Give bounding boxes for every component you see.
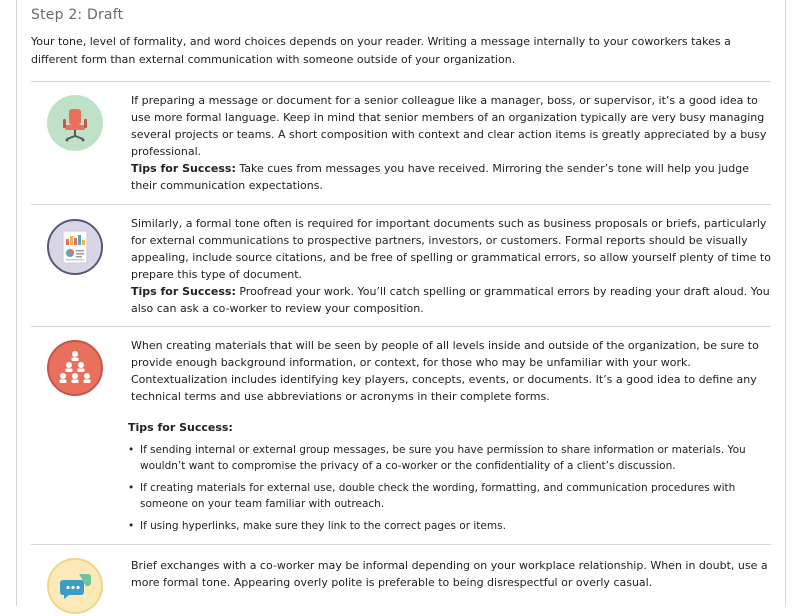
section-all-levels [31,327,771,544]
tips-paragraph [131,283,771,317]
content-frame-left-border [16,0,17,606]
section-senior-colleague [31,82,771,204]
tips-text: Proofread your work. You’ll catch spelling or grammatical errors by reading your draft aloud. You also can ask a co-worker to review your composition. [131,285,770,315]
section-body: If preparing a message or document for a senior colleague like a manager, boss, or supervisor, it’s a good idea to use more formal language. Keep in mind that senior members of an organization typically are very busy managing several projects or teams. A short composition with context and clear action items is greatly appreciated by a busy professional. [131,94,767,158]
tips-paragraph [131,160,771,194]
tips-bullet-list [128,442,773,534]
section-brief-exchanges [31,545,771,606]
report-document-icon [47,219,103,275]
step-title: Step 2: Draft [31,7,124,23]
list-item: • If creating materials for external use, double check the wording, formatting, and communication procedures with someone on your team familiar with outreach. [128,480,773,512]
content-frame-right-border [785,0,786,606]
section-body: Brief exchanges with a co-worker may be informal depending on your workplace relationship. When in doubt, use a more formal tone. Appearing overly polite is preferable to being disrespectful or overly casual. [131,559,768,589]
tips-label: Tips for Success: [128,421,233,434]
section-body: Similarly, a formal tone often is required for important documents such as business proposals or briefs, particularly for external communications to prospective partners, investors, or customers. Formal reports should be visually appealing, include source citations, and be free of spelling or grammatical errors, so allow yourself plenty of time to prepare this type of document. [131,217,771,281]
org-hierarchy-icon [47,340,103,396]
tips-label: Tips for Success: [131,162,236,175]
office-chair-icon [47,95,103,151]
tips-label: Tips for Success: [131,285,236,298]
section-formal-documents [31,205,771,326]
list-item: • If using hyperlinks, make sure they link to the correct pages or items. [128,518,773,534]
section-body: When creating materials that will be seen by people of all levels inside and outside of the organization, be sure to provide enough background information, or context, for those who may be unfamiliar with your work. Contextualization includes identifying key players, concepts, events, or documents. It’s a good idea to define any technical terms and use abbreviations or acronyms in their complete forms. [131,339,759,403]
list-item: • If sending internal or external group messages, be sure you have permission to share information or materials. You wouldn’t want to compromise the privacy of a co-worker or the confidentiality of a client’s discussion. [128,442,773,474]
intro-paragraph: Your tone, level of formality, and word choices depends on your reader. Writing a message internally to your coworkers takes a different form than external communication with someone outside of your organization. [31,35,731,66]
tips-text: Take cues from messages you have received. Mirroring the sender’s tone will help you judge their communication expectations. [131,162,750,192]
